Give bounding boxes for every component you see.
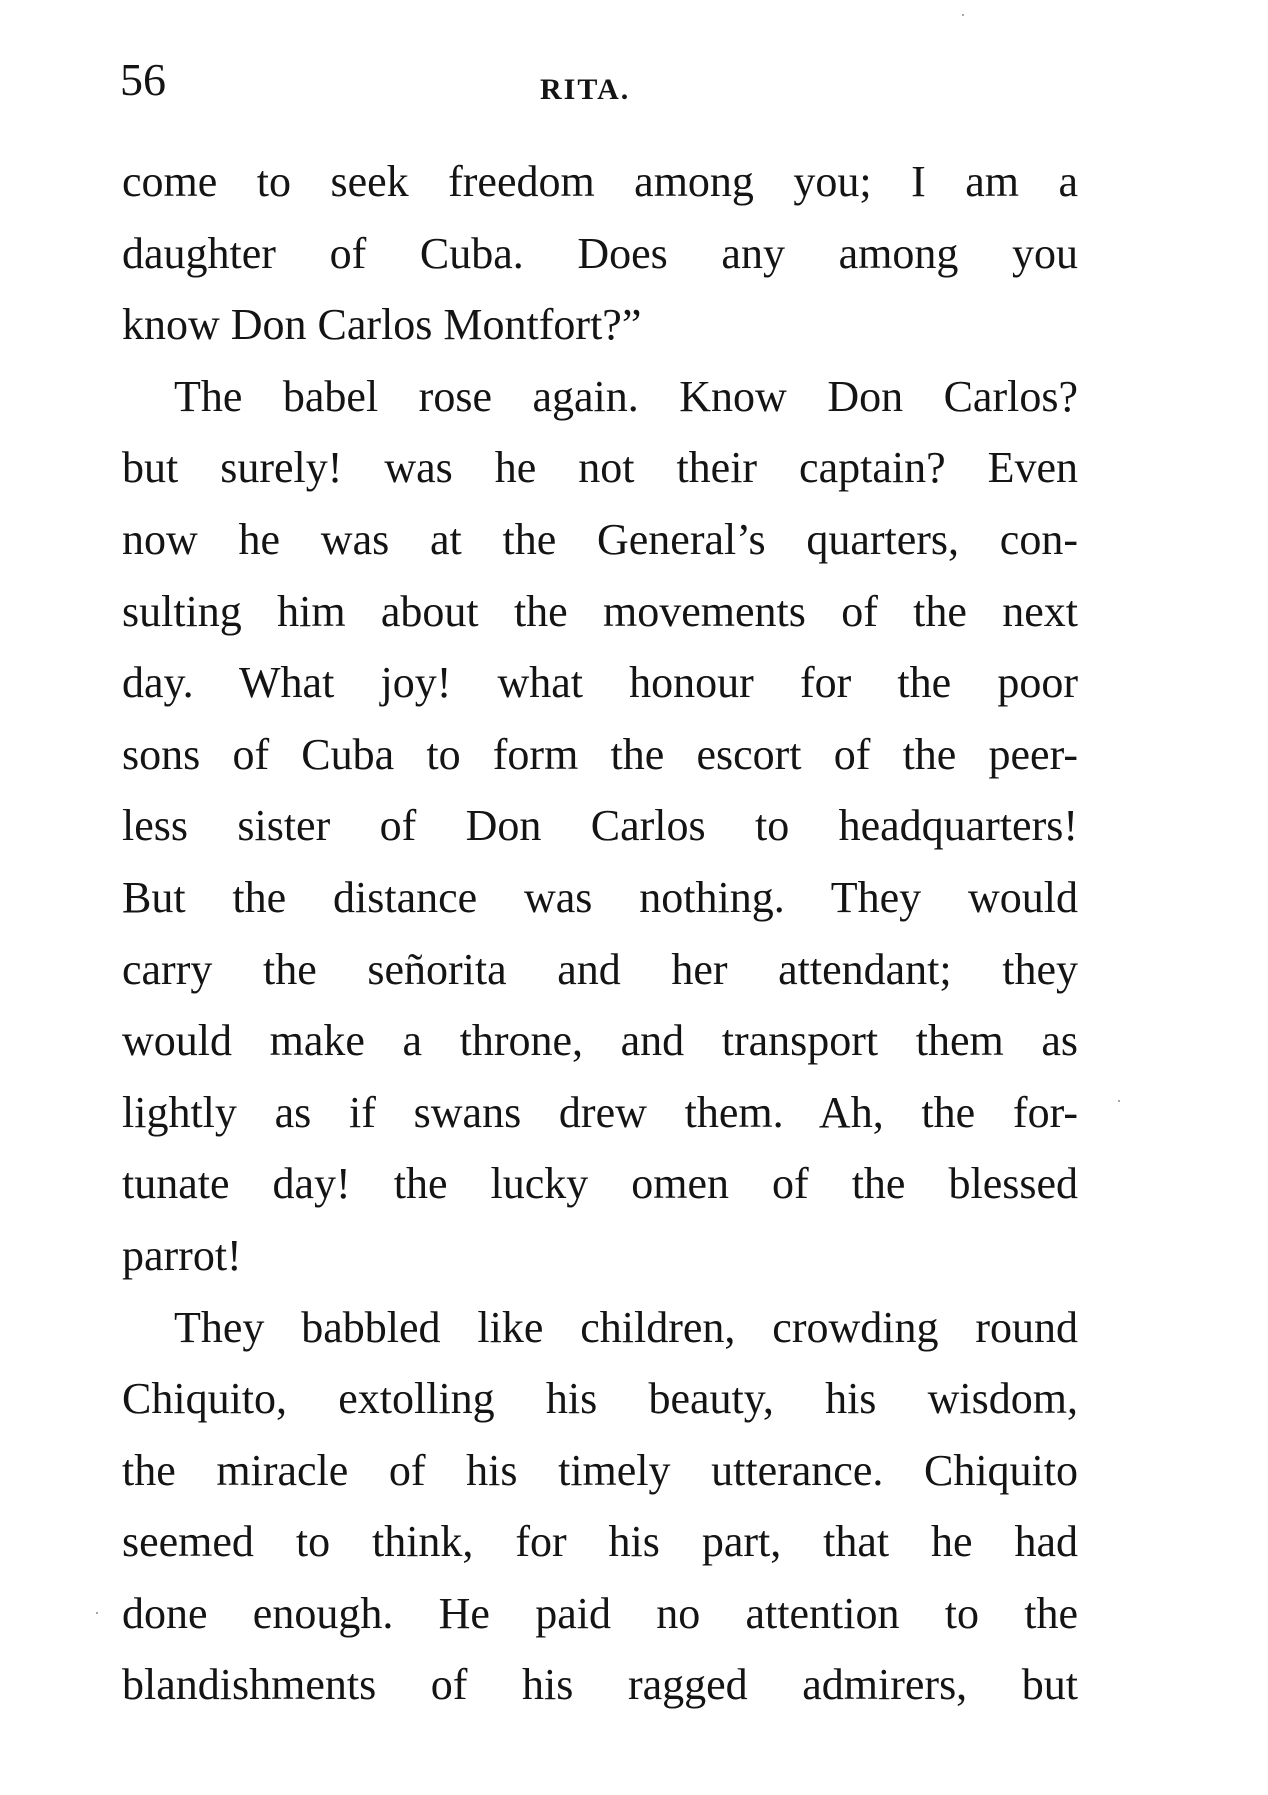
text-line: seemed to think, for his part, that he had bbox=[122, 1517, 1078, 1567]
text-line: sulting him about the movements of the next bbox=[122, 586, 1078, 636]
page-number: 56 bbox=[120, 54, 166, 105]
text-line: parrot! bbox=[122, 1230, 242, 1280]
paper-speck bbox=[1118, 1100, 1120, 1102]
text-line: tunate day! the lucky omen of the blessed bbox=[122, 1159, 1078, 1209]
running-title: RITA. bbox=[540, 73, 631, 106]
text-line: but surely! was he not their captain? Even bbox=[122, 443, 1078, 493]
paper-speck bbox=[962, 14, 964, 16]
text-line: day. What joy! what honour for the poor bbox=[122, 658, 1078, 708]
body-text bbox=[122, 146, 1078, 1721]
text-line: done enough. He paid no attention to the bbox=[122, 1588, 1078, 1638]
text-line: Chiquito, extolling his beauty, his wisdom, bbox=[122, 1374, 1078, 1424]
text-line: The babel rose again. Know Don Carlos? bbox=[174, 371, 1078, 421]
text-line: less sister of Don Carlos to headquarters! bbox=[122, 801, 1078, 851]
text-line: But the distance was nothing. They would bbox=[122, 872, 1078, 922]
page-header bbox=[120, 50, 1080, 110]
text-line: carry the señorita and her attendant; they bbox=[122, 944, 1078, 994]
text-line: come to seek freedom among you; I am a bbox=[122, 157, 1078, 206]
text-line: lightly as if swans drew them. Ah, the for- bbox=[122, 1087, 1078, 1137]
text-line: daughter of Cuba. Does any among you bbox=[122, 228, 1078, 278]
text-line: would make a throne, and transport them as bbox=[122, 1016, 1078, 1066]
text-line: sons of Cuba to form the escort of the peer- bbox=[122, 729, 1078, 779]
text-line: the miracle of his timely utterance. Chiquito bbox=[122, 1445, 1078, 1495]
paper-speck bbox=[96, 1612, 98, 1614]
text-line: blandishments of his ragged admirers, but bbox=[122, 1660, 1078, 1710]
text-line: now he was at the General’s quarters, con- bbox=[122, 514, 1078, 564]
text-line: know Don Carlos Montfort?” bbox=[122, 300, 642, 350]
text-line: They babbled like children, crowding round bbox=[174, 1302, 1078, 1352]
